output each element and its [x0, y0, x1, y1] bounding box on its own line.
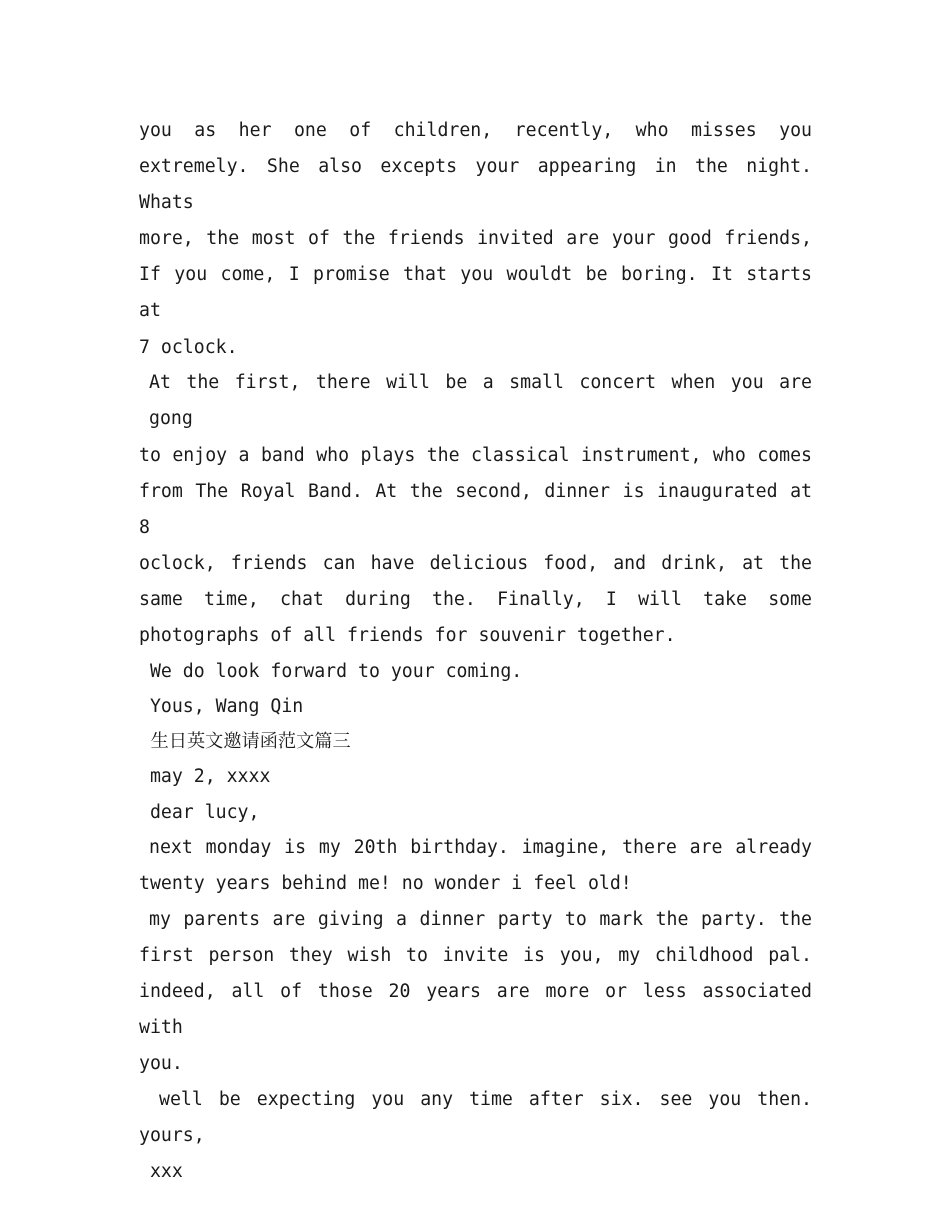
- paragraph-5: [139, 1082, 812, 1154]
- text-line: to enjoy a band who plays the classical instrument, who comes: [139, 444, 812, 466]
- paragraph-3: [139, 830, 812, 902]
- salutation: dear lucy,: [139, 801, 260, 823]
- sign-off: xxx: [139, 1160, 183, 1182]
- text-line: next monday is my 20th birthday. imagine, there are already: [149, 836, 812, 858]
- letter-date: may 2, xxxx: [139, 766, 271, 788]
- paragraph-2: [139, 365, 812, 653]
- text-line: you.: [139, 1053, 183, 1075]
- paragraph-4: [139, 902, 812, 1082]
- text-line: same time, chat during the. Finally, I will take some: [139, 588, 812, 610]
- section-heading: 生日英文邀请函范文篇三: [139, 731, 351, 753]
- text-line: photographs of all friends for souvenir together.: [139, 625, 676, 647]
- text-line: If you come, I promise that you wouldt be boring. It starts at: [139, 264, 812, 322]
- text-line: 7 oclock.: [139, 336, 238, 358]
- text-line: my parents are giving a dinner party to mark the party. the: [149, 908, 812, 930]
- text-line: twenty years behind me! no wonder i feel old!: [139, 872, 632, 894]
- text-line: indeed, all of those 20 years are more or less associated with: [139, 980, 812, 1038]
- text-line: you as her one of children, recently, who misses you: [139, 120, 812, 141]
- text-line: first person they wish to invite is you, my childhood pal.: [139, 944, 812, 966]
- text-line: yours,: [139, 1124, 205, 1146]
- paragraph-1: [139, 113, 812, 365]
- text-line: more, the most of the friends invited are your good friends,: [139, 228, 812, 250]
- closing-line: We do look forward to your coming.: [139, 660, 523, 682]
- signature: Yous, Wang Qin: [139, 696, 304, 718]
- text-line: extremely. She also excepts your appearing in the night. Whats: [139, 156, 812, 214]
- text-line: from The Royal Band. At the second, dinner is inaugurated at 8: [139, 480, 812, 538]
- text-line: well be expecting you any time after six. see you then.: [159, 1088, 812, 1110]
- text-line: oclock, friends can have delicious food, and drink, at the: [139, 552, 812, 574]
- document-body: [139, 113, 812, 1189]
- text-line: At the first, there will be a small concert when you are gong: [149, 372, 812, 430]
